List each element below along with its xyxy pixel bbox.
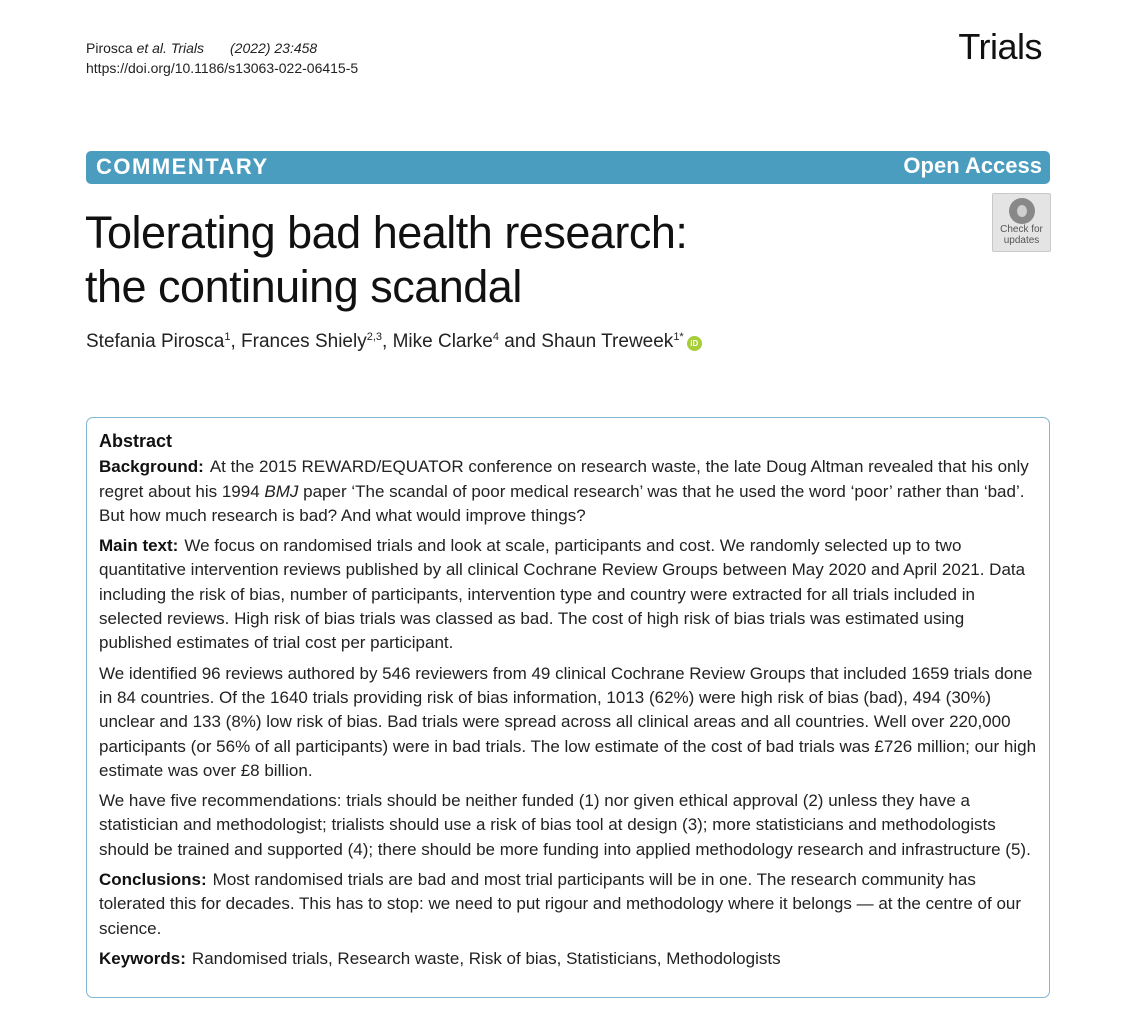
abstract-box (86, 417, 1050, 998)
background-text-cont: paper ‘The scandal of poor medical research’ was that he used the word ‘poor’ rather than ‘bad’. But how much research is bad? And what would improve things? (99, 481, 1025, 525)
background-journal: BMJ (264, 481, 299, 501)
keywords-body: Randomised trials, Research waste, Risk of bias, Statisticians, Methodologists (191, 948, 781, 968)
article-type-banner (86, 151, 1050, 184)
conclusions-body: Most randomised trials are bad and most trial participants will be in one. The research community has tolerated this for decades. This has to stop: we need to put rigour and methodology where it belongs — at the centre of our science. (99, 870, 1022, 938)
author-separator: , (382, 331, 393, 352)
author-name: Frances Shiely (241, 331, 367, 352)
main-text-body: We focus on randomised trials and look at scale, participants and cost. We randomly selected up to two quantitative intervention reviews published by all clinical Cochrane Review Groups between May 2020 and April 2021. Data including the risk of bias, number of participants, intervention type and country were extracted for all trials included in selected reviews. High risk of bias trials was classed as bad. The cost of high risk of bias trials was estimated using published estimates of trial cost per participant. (99, 536, 1026, 653)
keywords-label: Keywords: (99, 948, 186, 968)
citation-journal: et al. Trials (136, 40, 205, 56)
doi-link[interactable]: https://doi.org/10.1186/s13063-022-06415-5 (86, 60, 359, 76)
open-access-label: Open Access (903, 153, 1042, 178)
journal-logo: Trials (958, 26, 1042, 67)
author-affiliation: 1 (224, 331, 231, 343)
author-name: Mike Clarke (392, 331, 493, 352)
check-updates-icon (1009, 198, 1035, 224)
author-name: Stefania Pirosca (86, 331, 225, 352)
abstract-main-text (99, 534, 1037, 655)
background-label: Background: (99, 457, 204, 477)
citation-year-volume: (2022) 23:458 (230, 40, 318, 56)
citation-header (86, 38, 358, 78)
main-text-label: Main text: (99, 536, 179, 556)
abstract-background (99, 455, 1037, 528)
citation-line (86, 38, 358, 58)
abstract-recommendations: We have five recommendations: trials should be neither funded (1) nor given ethical approval (2) unless they have a statistician and methodologist; trialists should use a risk of bias tool at design (3); more statisticians and methodologists should be trained and supported (4); there should be more funding into applied methodology research and infrastructure (5). (99, 791, 1031, 859)
author-separator: and (499, 331, 542, 352)
author-affiliation: 4 (492, 331, 500, 343)
abstract-conclusions (99, 868, 1037, 941)
abstract-results: We identified 96 reviews authored by 546 reviewers from 49 clinical Cochrane Review Groups that included 1659 trials done in 84 countries. Of the 1640 trials providing risk of bias information, 1013 (62%) were high risk of bias (bad), 494 (30%) unclear and 133 (8%) low risk of bias. Bad trials were spread across all clinical areas and all countries. Well over 220,000 participants (or 56% of all participants) were in bad trials. The low estimate of the cost of bad trials was £726 million; our high estimate was over £8 billion. (99, 663, 1037, 780)
badge-line-1: Check for (1000, 224, 1043, 235)
orcid-icon[interactable]: iD (687, 336, 702, 351)
author-name: Shaun Treweek (541, 331, 674, 352)
article-type-label: COMMENTARY (96, 154, 269, 179)
author-affiliation: 2,3 (366, 331, 383, 343)
author-affiliation: 1* (673, 331, 684, 343)
title-line-2: the continuing scandal (85, 261, 522, 312)
check-for-updates-badge[interactable] (992, 193, 1051, 252)
title-line-1: Tolerating bad health research: (85, 207, 688, 258)
badge-line-2: updates (1003, 235, 1040, 246)
author-separator: , (230, 331, 242, 352)
article-title (85, 206, 687, 314)
conclusions-label: Conclusions: (99, 870, 207, 890)
background-text: At the 2015 REWARD/EQUATOR conference on research waste, the late Doug Altman revealed that his only regret about his 1994 (99, 457, 1029, 501)
abstract-keywords (99, 947, 1037, 971)
citation-authors: Pirosca (86, 40, 133, 56)
author-list (86, 331, 702, 353)
abstract-heading: Abstract (99, 431, 173, 451)
